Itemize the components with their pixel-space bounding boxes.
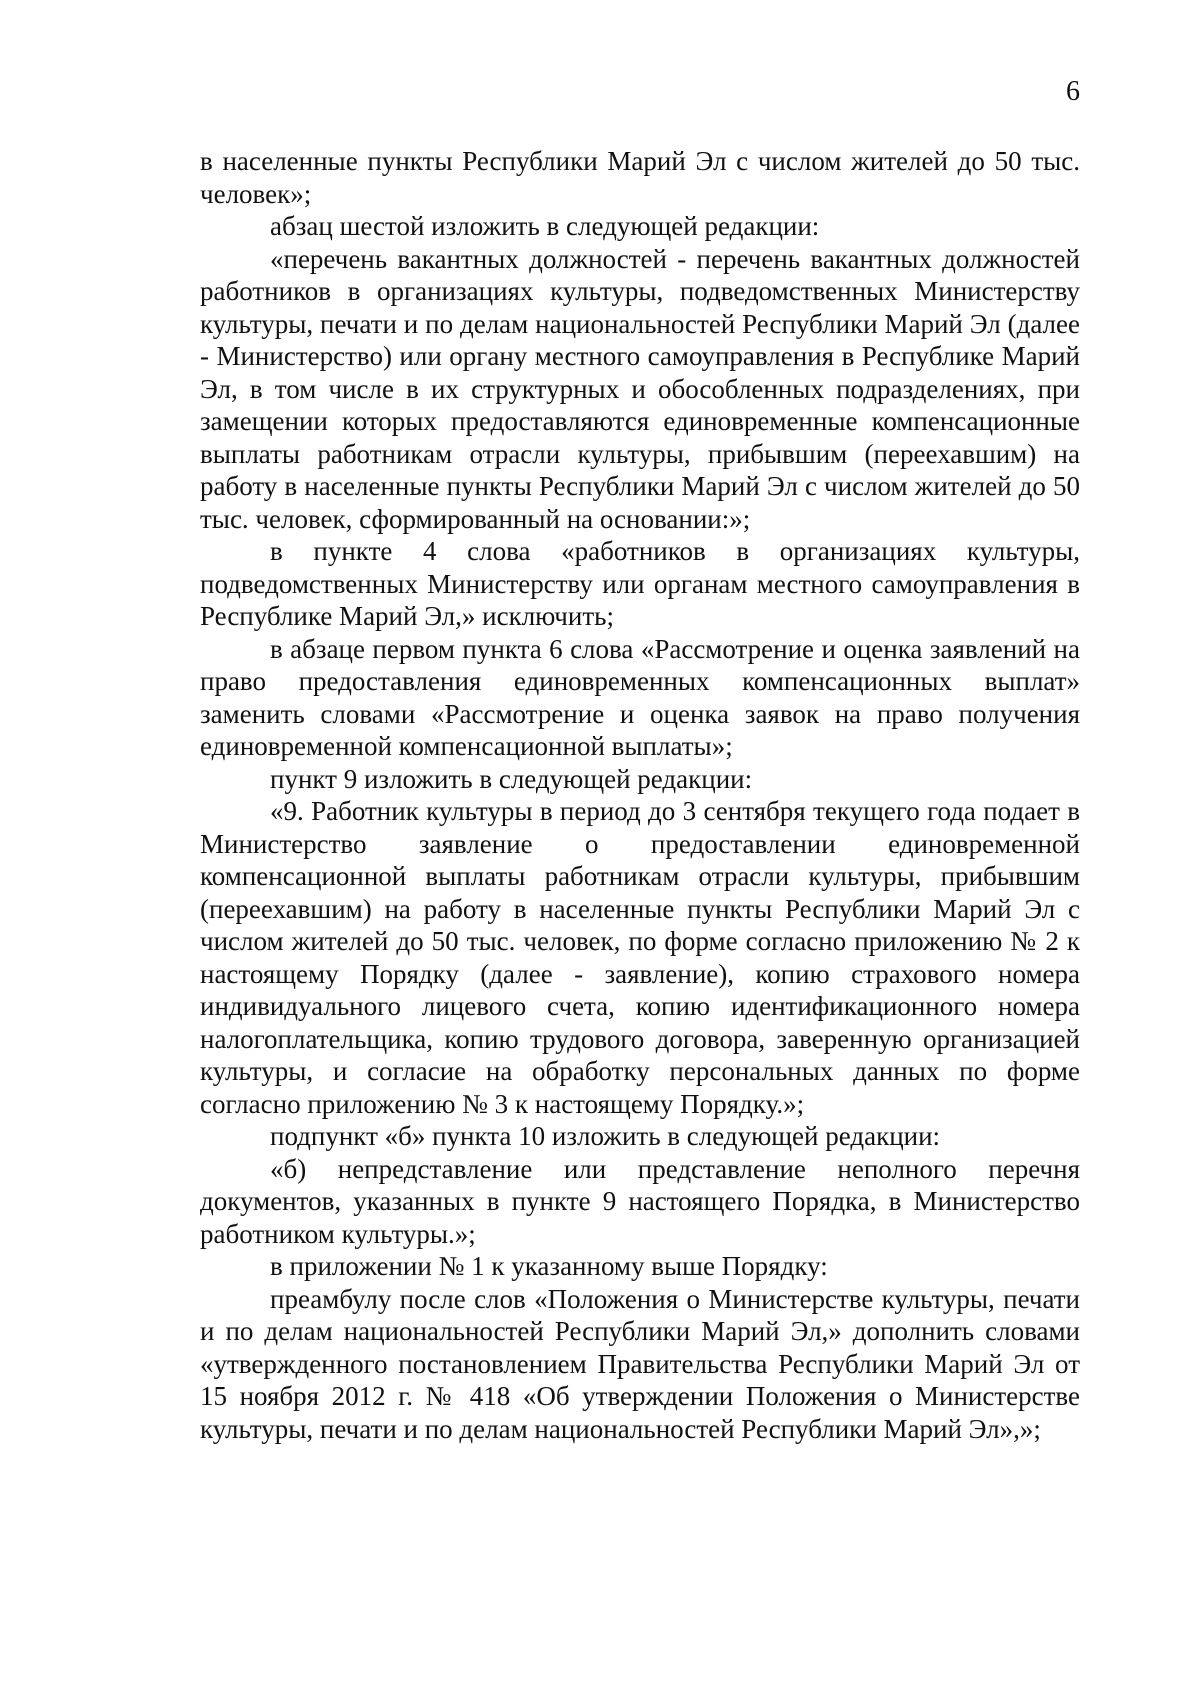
paragraph: подпункт «б» пункта 10 изложить в следующей редакции: <box>270 1121 941 1151</box>
paragraph: в населенные пункты Республики Марий Эл с числом жителей до 50 тыс. человек»; <box>200 146 1080 209</box>
paragraph: пункт 9 изложить в следующей редакции: <box>270 763 753 794</box>
paragraph: «перечень вакантных должностей - перечень вакантных должностей работников в организациях культуры, подведомственных Министерству культуры, печати и по делам национальностей Республики Марий Эл (далее - Министерство) или органу местного самоуправления в Республике Марий Эл, в том числе в их структурных и обособленных подразделениях, при замещении которых предоставляются единовременные компенсационные выплаты работникам отрасли культуры, прибывшим (переехавшим) на работу в населенные пункты Республики Марий Эл с числом жителей до 50 тыс. человек, сформированный на основании:»; <box>200 243 1080 534</box>
paragraph: в приложении № 1 к указанному выше Порядку: <box>270 1251 828 1281</box>
paragraph: «9. Работник культуры в период до 3 сентября текущего года подает в Министерство заявление о предоставлении единовременной компенсационной выплаты работникам отрасли культуры, прибывшим (переехавшим) на работу в населенные пункты Республики Марий Эл с числом жителей до 50 тыс. человек, по форме согласно приложению № 2 к настоящему Порядку (далее - заявление), копию страхового номера индивидуального лицевого счета, копию идентификационного номера налогоплательщика, копию трудового договора, заверенную организацией культуры, и согласие на обработку персональных данных по форме согласно приложению № 3 к настоящему Порядку.»; <box>200 796 1080 1119</box>
page-number: 6 <box>1066 76 1080 107</box>
paragraph: в пункте 4 слова «работников в организациях культуры, подведомственных Министерству или органам местного самоуправления в Республике Марий Эл,» исключить; <box>200 536 1080 631</box>
document-body <box>200 145 1080 1445</box>
paragraph: абзац шестой изложить в следующей редакции: <box>270 211 820 241</box>
paragraph: преамбулу после слов «Положения о Министерстве культуры, печати и по делам национальностей Республики Марий Эл,» дополнить словами «утвержденного постановлением Правительства Республики Марий Эл от 15 ноября 2012 г. № 418 «Об утверждении Положения о Министерстве культуры, печати и по делам национальностей Республики Марий Эл»,»; <box>200 1283 1080 1444</box>
paragraph: в абзаце первом пункта 6 слова «Рассмотрение и оценка заявлений на право предоставления единовременных компенсационных выплат» заменить словами «Рассмотрение и оценка заявок на право получения единовременной компенсационной выплаты»; <box>200 633 1080 761</box>
paragraph: «б) непредставление или представление неполного перечня документов, указанных в пункте 9 настоящего Порядка, в Министерство работником культуры.»; <box>200 1153 1080 1249</box>
